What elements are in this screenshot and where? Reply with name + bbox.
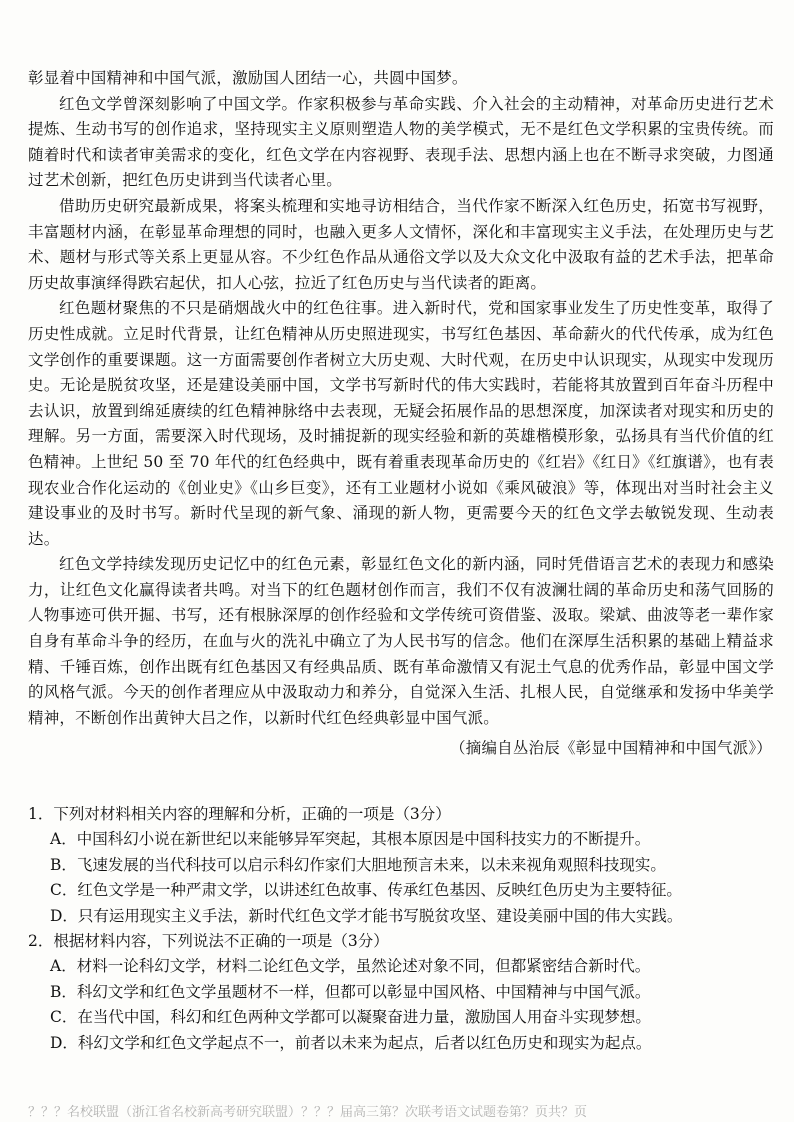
passage-paragraph: 红色文学持续发现历史记忆中的红色元素，彰显红色文化的新内涵，同时凭借语言艺术的表现力和感染力，让红色文化赢得读者共鸣。对当下的红色题材创作而言，我们不仅有波澜壮阔的革命历史和荡气回肠的人物事迹可供开掘、书写，还有根脉深厚的创作经验和文学传统可资借鉴、汲取。梁斌、曲波等老一辈作家自身有革命斗争的经历，在血与火的洗礼中确立了为人民书写的信念。他们在深厚生活积累的基础上精益求精、千锤百炼，创作出既有红色基因又有经典品质、既有革命激情又有泥土气息的优秀作品，彰显中国文学的风格气派。今天的创作者理应从中汲取动力和养分，自觉深入生活、扎根人民，自觉继承和发扬中华美学精神，不断创作出黄钟大吕之作，以新时代红色经典彰显中国气派。 — [28, 555, 774, 727]
question-list — [28, 802, 774, 1056]
question-option-d: D．只有运用现实主义手法，新时代红色文学才能书写脱贫攻坚、建设美丽中国的伟大实践。 — [50, 906, 683, 925]
question-option-b: B．科幻文学和红色文学虽题材不一样，但都可以彰显中国风格、中国精神与中国气派。 — [50, 982, 651, 1001]
question-1 — [28, 802, 774, 929]
question-option-d: D．科幻文学和红色文学起点不一，前者以未来为起点，后者以红色历史和现实为起点。 — [50, 1033, 652, 1052]
reading-passage — [28, 66, 774, 764]
page-footer: ？？？名校联盟（浙江省名校新高考研究联盟）？？？届高三第？次联考语文试题卷第？页共？页 — [28, 1105, 588, 1120]
passage-paragraph: 借助历史研究最新成果，将案头梳理和实地寻访相结合，当代作家不断深入红色历史，拓宽书写视野，丰富题材内涵，在彰显革命理想的同时，也融入更多人文情怀，深化和丰富现实主义手法，在处理历史与艺术、题材与形式等关系上更显从容。不少红色作品从通俗文学以及大众文化中汲取有益的艺术手法，把革命历史故事演绎得跌宕起伏，扣人心弦，拉近了红色历史与当代读者的距离。 — [28, 196, 774, 292]
question-2 — [28, 929, 774, 1056]
question-option-b: B．飞速发展的当代科技可以启示科幻作家们大胆地预言未来，以未来视角观照科技现实。 — [50, 855, 666, 874]
question-stem: 2．根据材料内容，下列说法不正确的一项是（3分） — [28, 932, 389, 951]
question-option-c: C．在当代中国，科幻和红色两种文学都可以凝聚奋进力量，激励国人用奋斗实现梦想。 — [50, 1008, 651, 1027]
passage-source: （摘编自丛治辰《彰显中国精神和中国气派》） — [450, 739, 772, 758]
question-option-c: C．红色文学是一种严肃文学，以讲述红色故事、传承红色基因、反映红色历史为主要特征。 — [50, 881, 682, 900]
passage-paragraph: 红色题材聚焦的不只是硝烟战火中的红色往事。进入新时代，党和国家事业发生了历史性变革，取得了历史性成就。立足时代背景，让红色精神从历史照进现实，书写红色基因、革命薪火的代代传承，成为红色文学创作的重要课题。这一方面需要创作者树立大历史观、大时代观，在历史中认识现实，从现实中发现历史。无论是脱贫攻坚，还是建设美丽中国，文学书写新时代的伟大实践时，若能将其放置到百年奋斗历程中去认识，放置到绵延赓续的红色精神脉络中去表现，无疑会拓展作品的思想深度，加深读者对现实和历史的理解。另一方面，需要深入时代现场，及时捕捉新的现实经验和新的英雄楷模形象，弘扬具有当代价值的红色精神。上世纪 50 至 70 年代的红色经典中，既有着重表现革命历史的《红岩》《红日》《红旗谱》，也有表现农业合作化运动的《创业史》《山乡巨变》，还有工业题材小说如《乘风破浪》等，体现出对当时社会主义建设事业的及时书写。新时代呈现的新气象、涌现的新人物，更需要今天的红色文学去敏锐发现、生动表达。 — [28, 299, 774, 548]
question-option-a: A．材料一论科幻文学，材料二论红色文学，虽然论述对象不同，但都紧密结合新时代。 — [50, 957, 651, 976]
question-option-a: A．中国科幻小说在新世纪以来能够异军突起，其根本原因是中国科技实力的不断提升。 — [50, 830, 651, 849]
passage-paragraph-continued: 彰显着中国精神和中国气派，激励国人团结一心，共圆中国梦。 — [28, 69, 468, 87]
passage-paragraph: 红色文学曾深刻影响了中国文学。作家积极参与革命实践、介入社会的主动精神，对革命历史进行艺术提炼、生动书写的创作追求，坚持现实主义原则塑造人物的美学模式，无不是红色文学积累的宝贵传统。而随着时代和读者审美需求的变化，红色文学在内容视野、表现手法、思想内涵上也在不断寻求突破，力图通过艺术创新，把红色历史讲到当代读者心里。 — [28, 94, 774, 190]
question-stem: 1．下列对材料相关内容的理解和分析，正确的一项是（3分） — [28, 805, 451, 823]
